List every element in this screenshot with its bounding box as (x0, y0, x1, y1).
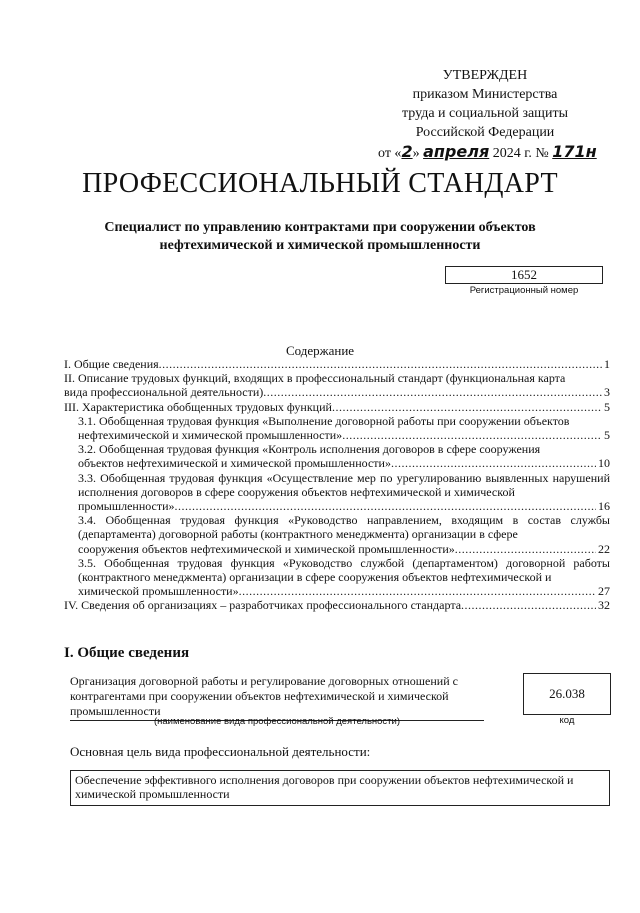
toc-entry-page: 5 (604, 428, 610, 443)
handwritten-day: 2 (401, 142, 413, 161)
goal-box: Обеспечение эффективного исполнения договоров при сооружении объектов нефтехимической и химической промышленности (70, 770, 610, 806)
activity-code-label: код (559, 715, 575, 726)
toc-entry[interactable] (64, 400, 610, 414)
toc-entry[interactable] (64, 414, 610, 442)
toc-entry[interactable] (64, 598, 610, 612)
date-year: 2024 г. № (492, 146, 549, 161)
toc-entry-page: 32 (598, 598, 610, 613)
activity-code-box: 26.038 (523, 673, 611, 715)
toc-entry-text: I. Общие сведения (64, 357, 159, 371)
toc-entry-text: 3.4. Обобщенная трудовая функция «Руководство направлением, входящим в состав службы (департамента) договорной работы (контрактного менеджмента) организации в сфере (78, 513, 610, 542)
document-title: ПРОФЕССИОНАЛЬНЫЙ СТАНДАРТ (82, 168, 558, 199)
approval-heading: УТВЕРЖДЕН (442, 68, 528, 83)
toc-entry-text-cont: сооружения объектов нефтехимической и химической промышленности» (78, 541, 455, 556)
approval-block (378, 66, 597, 163)
date-prefix: от « (378, 146, 402, 161)
toc-entry-text: III. Характеристика обобщенных трудовых функций (64, 399, 332, 414)
toc-heading: Содержание (285, 343, 355, 358)
goal-label: Основная цель вида профессиональной деятельности: (70, 744, 371, 759)
approval-line-2: труда и социальной защиты (402, 106, 568, 121)
handwritten-month: апреля (423, 142, 490, 161)
toc-entry-text: 3.5. Обобщенная трудовая функция «Руководство службой (департаментом) договорной работы (контрактного менеджмента) организации в сфере сооружения объектов нефтехимической и (78, 555, 610, 585)
toc-entry-text: 3.1. Обобщенная трудовая функция «Выполнение договорной работы при сооружении объектов (78, 413, 570, 428)
toc-entry-page: 1 (604, 357, 610, 371)
section-1-heading: I. Общие сведения (64, 645, 190, 661)
toc-entry-text-cont: вида профессиональной деятельности) (64, 385, 264, 400)
handwritten-order-number: 171н (552, 142, 597, 161)
document-subtitle: Специалист по управлению контрактами при сооружении объектов нефтехимической и химической промышленности (104, 220, 536, 253)
toc-entry-text: II. Описание трудовых функций, входящих в профессиональный стандарт (функциональная карта (64, 371, 566, 386)
toc-entry-text-cont: промышленности» (78, 499, 175, 514)
toc-entry[interactable] (64, 442, 610, 470)
toc-entry-page: 27 (598, 584, 610, 599)
date-day-suffix: » (412, 146, 420, 161)
toc-entry-page: 16 (598, 499, 610, 514)
toc-entry-text: 3.2. Обобщенная трудовая функция «Контроль исполнения договоров в сфере сооружения (78, 442, 541, 457)
toc-entry-page: 10 (598, 456, 610, 471)
toc-entry-text: 3.3. Обобщенная трудовая функция «Осуществление мер по урегулированию выявленных нарушений исполнения договоров в сфере сооружения объектов нефтехимической и химической (78, 470, 610, 499)
toc-entry[interactable] (64, 513, 610, 556)
toc-entry-page: 22 (598, 541, 610, 556)
toc-entry-text-cont: химической промышленности» (78, 584, 239, 599)
toc-entry-page: 5 (604, 399, 610, 414)
activity-name: Организация договорной работы и регулирование договорных отношений с контрагентами при сооружении объектов нефтехимической и химической промышленности (70, 674, 484, 721)
toc-entry-text: IV. Сведения об организациях – разработчиках профессионального стандарта (64, 598, 462, 613)
toc-entry[interactable] (64, 371, 610, 399)
approval-line-3: Российской Федерации (415, 125, 555, 140)
approval-date-line (378, 142, 597, 163)
table-of-contents (64, 357, 610, 613)
approval-line-1: приказом Министерства (412, 87, 558, 102)
toc-entry-text-cont: нефтехимической и химической промышленности» (78, 428, 343, 443)
registration-number-box: 1652 (445, 266, 603, 284)
toc-entry[interactable] (64, 357, 610, 371)
toc-entry-text-cont: объектов нефтехимической и химической промышленности» (78, 456, 391, 471)
toc-entry[interactable] (64, 556, 610, 599)
activity-name-caption: (наименование вида профессиональной деятельности) (153, 716, 401, 727)
registration-number-label: Регистрационный номер (469, 285, 579, 296)
toc-entry-page: 3 (604, 385, 610, 400)
toc-entry[interactable] (64, 471, 610, 514)
